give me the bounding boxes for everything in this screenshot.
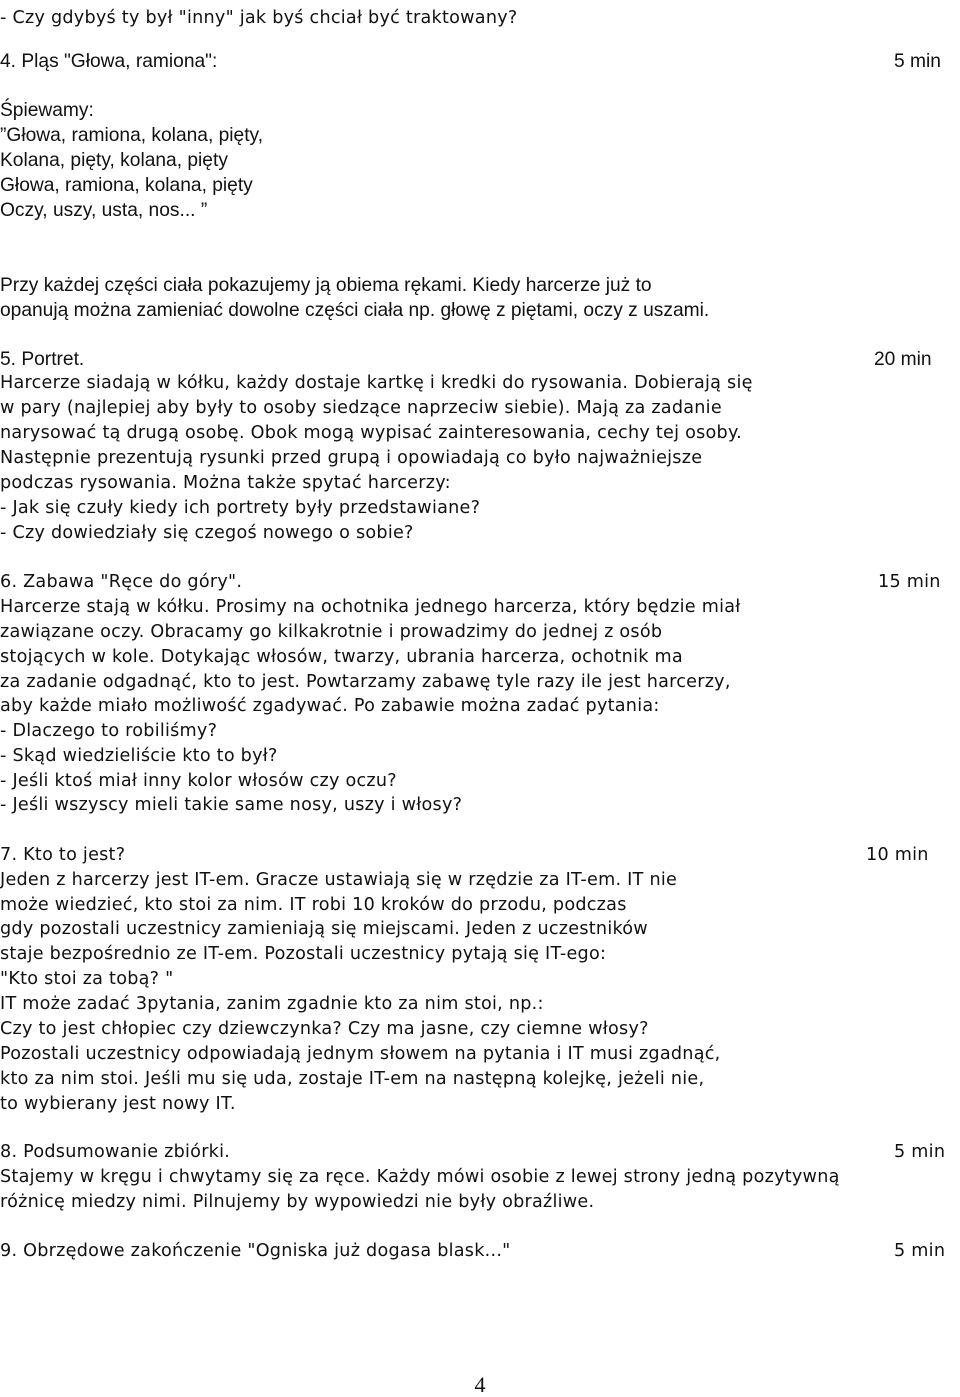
section-heading: 5. Portret. <box>0 349 85 370</box>
text-line: Pozostali uczestnicy odpowiadają jednym słowem na pytania i IT musi zgadnąć, <box>0 1044 721 1064</box>
text-line: Oczy, uszy, usta, nos... ” <box>0 200 208 221</box>
section-heading: 4. Pląs "Głowa, ramiona": <box>0 51 218 72</box>
text-line: to wybierany jest nowy IT. <box>0 1094 236 1114</box>
text-line: Stajemy w kręgu i chwytamy się za ręce. Każdy mówi osobie z lewej strony jedną pozytywną <box>0 1167 840 1187</box>
text-line: - Czy dowiedziały się czegoś nowego o sobie? <box>0 523 414 543</box>
duration-label: 20 min <box>874 349 932 370</box>
duration-label: 5 min <box>894 1142 946 1162</box>
text-line: podczas rysowania. Można także spytać harcerzy: <box>0 473 451 493</box>
section-heading: 7. Kto to jest? <box>0 845 126 865</box>
duration-label: 15 min <box>878 572 941 592</box>
section-heading: 8. Podsumowanie zbiórki. <box>0 1142 231 1162</box>
text-line: staje bezpośrednio ze IT-em. Pozostali uczestnicy pytają się IT-ego: <box>0 944 607 964</box>
section-heading: 9. Obrzędowe zakończenie "Ogniska już dogasa blask..." <box>0 1241 511 1261</box>
text-line: Harcerze stają w kółku. Prosimy na ochotnika jednego harcerza, który będzie miał <box>0 597 741 617</box>
page-number: 4 <box>474 1372 486 1397</box>
text-line: - Jak się czuły kiedy ich portrety były przedstawiane? <box>0 498 481 518</box>
text-line: aby każde miało możliwość zgadywać. Po zabawie można zadać pytania: <box>0 696 660 716</box>
text-line: - Dlaczego to robiliśmy? <box>0 721 218 741</box>
text-line: stojących w kole. Dotykając włosów, twarzy, ubrania harcerza, ochotnik ma <box>0 647 683 667</box>
text-line: kto za nim stoi. Jeśli mu się uda, zostaje IT-em na następną kolejkę, jeżeli nie, <box>0 1069 705 1089</box>
duration-label: 10 min <box>866 845 929 865</box>
text-line: "Kto stoi za tobą? " <box>0 969 174 989</box>
text-line: gdy pozostali uczestnicy zamieniają się miejscami. Jeden z uczestników <box>0 919 648 939</box>
text-line: - Jeśli ktoś miał inny kolor włosów czy oczu? <box>0 771 397 791</box>
text-line: Kolana, pięty, kolana, pięty <box>0 150 228 171</box>
text-line: Głowa, ramiona, kolana, pięty <box>0 175 253 196</box>
text-line: w pary (najlepiej aby były to osoby siedzące naprzeciw siebie). Mają za zadanie <box>0 398 722 418</box>
text-line: Następnie prezentują rysunki przed grupą i opowiadają co było najważniejsze <box>0 448 703 468</box>
duration-label: 5 min <box>894 51 941 72</box>
text-line: IT może zadać 3pytania, zanim zgadnie kto za nim stoi, np.: <box>0 994 544 1014</box>
text-line: zawiązane oczy. Obracamy go kilkakrotnie i prowadzimy do jednej z osób <box>0 622 663 642</box>
text-line: za zadanie odgadnąć, kto to jest. Powtarzamy zabawę tyle razy ile jest harcerzy, <box>0 672 731 692</box>
text-line: różnicę miedzy nimi. Pilnujemy by wypowiedzi nie były obraźliwe. <box>0 1192 595 1212</box>
text-line: - Czy gdybyś ty był "inny" jak byś chciał być traktowany? <box>0 8 518 28</box>
text-line: Przy każdej części ciała pokazujemy ją obiema rękami. Kiedy harcerze już to <box>0 275 652 296</box>
text-line: Jeden z harcerzy jest IT-em. Gracze ustawiają się w rzędzie za IT-em. IT nie <box>0 870 678 890</box>
text-line: może wiedzieć, kto stoi za nim. IT robi 10 kroków do przodu, podczas <box>0 895 627 915</box>
text-line: Harcerze siadają w kółku, każdy dostaje kartkę i kredki do rysowania. Dobierają się <box>0 373 753 393</box>
text-line: Czy to jest chłopiec czy dziewczynka? Czy ma jasne, czy ciemne włosy? <box>0 1019 649 1039</box>
duration-label: 5 min <box>894 1241 946 1261</box>
text-line: - Jeśli wszyscy mieli takie same nosy, uszy i włosy? <box>0 795 463 815</box>
text-line: ”Głowa, ramiona, kolana, pięty, <box>0 125 264 146</box>
text-line: Śpiewamy: <box>0 100 94 121</box>
section-heading: 6. Zabawa "Ręce do góry". <box>0 572 243 592</box>
text-line: opanują można zamieniać dowolne części ciała np. głowę z piętami, oczy z uszami. <box>0 300 710 321</box>
text-line: - Skąd wiedzieliście kto to był? <box>0 746 278 766</box>
text-line: narysować tą drugą osobę. Obok mogą wypisać zainteresowania, cechy tej osoby. <box>0 423 742 443</box>
